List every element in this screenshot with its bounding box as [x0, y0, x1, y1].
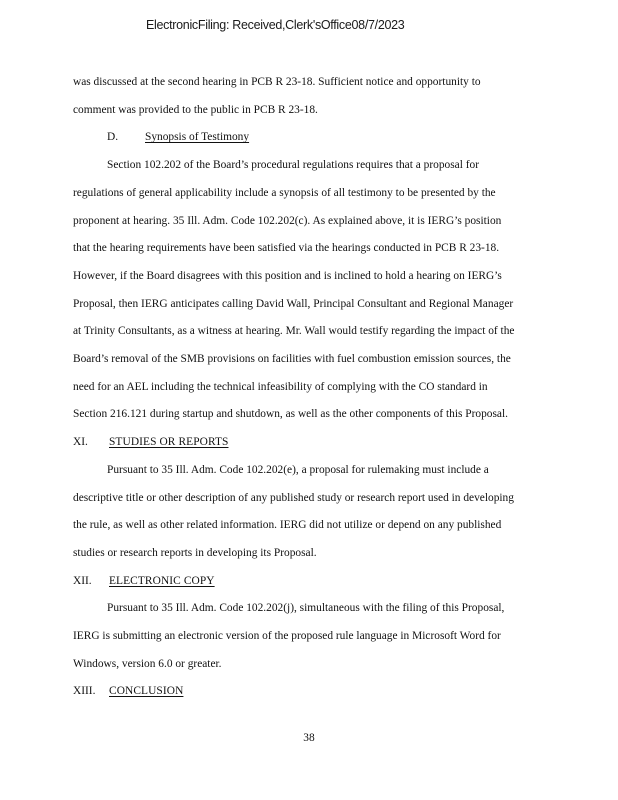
filing-stamp: ElectronicFiling: Received,Clerk'sOffice08/7/2023	[146, 18, 405, 32]
section-xi-number: XI.	[73, 436, 88, 449]
paragraph-line: Windows, version 6.0 or greater.	[73, 657, 222, 670]
paragraph-line: was discussed at the second hearing in PCB R 23-18. Sufficient notice and opportunity to	[73, 76, 481, 88]
paragraph-line: Section 102.202 of the Board’s procedural regulations requires that a proposal for	[107, 159, 479, 172]
paragraph-line: IERG is submitting an electronic version of the proposed rule language in Microsoft Word for	[73, 630, 501, 643]
paragraph-line: regulations of general applicability include a synopsis of all testimony to be presented by the	[73, 186, 496, 199]
paragraph-line: at Trinity Consultants, as a witness at hearing. Mr. Wall would testify regarding the impact of the	[73, 325, 515, 338]
document-body	[73, 69, 553, 706]
paragraph-line: Section 216.121 during startup and shutdown, as well as the other components of this Proposal.	[73, 408, 509, 421]
section-xi-heading	[73, 429, 553, 457]
paragraph-line: the rule, as well as other related information. IERG did not utilize or depend on any published	[73, 519, 502, 532]
section-xii-heading	[73, 568, 553, 596]
page-number: 38	[303, 732, 315, 744]
paragraph-line: Board’s removal of the SMB provisions on facilities with fuel combustion emission sources, the	[73, 353, 511, 366]
section-d-title: Synopsis of Testimony	[145, 131, 250, 144]
paragraph-line: Pursuant to 35 Ill. Adm. Code 102.202(e), a proposal for rulemaking must include a	[107, 463, 489, 476]
paragraph-line: proponent at hearing. 35 Ill. Adm. Code 102.202(c). As explained above, it is IERG’s position	[73, 214, 502, 227]
paragraph-line: Proposal, then IERG anticipates calling David Wall, Principal Consultant and Regional Manager	[73, 297, 514, 310]
paragraph-line: comment was provided to the public in PCB R 23-18.	[73, 103, 318, 116]
section-d-heading	[73, 124, 553, 152]
section-xiii-heading	[73, 678, 553, 706]
paragraph-line: that the hearing requirements have been satisfied via the hearings conducted in PCB R 23-18.	[73, 242, 500, 255]
paragraph-line: descriptive title or other description of any published study or research report used in developing	[73, 491, 514, 504]
section-d-number: D.	[107, 131, 119, 144]
section-xiii-title: CONCLUSION	[109, 685, 184, 698]
section-xii-title: ELECTRONIC COPY	[109, 574, 215, 587]
paragraph-line: However, if the Board disagrees with this position and is inclined to hold a hearing on IERG’s	[73, 269, 502, 282]
paragraph-line: Pursuant to 35 Ill. Adm. Code 102.202(j), simultaneous with the filing of this Proposal,	[107, 602, 505, 615]
paragraph-line: need for an AEL including the technical infeasibility of complying with the CO standard in	[73, 380, 488, 393]
section-xii-number: XII.	[73, 574, 92, 587]
paragraph-line: studies or research reports in developing its Proposal.	[73, 546, 317, 559]
section-xi-title: STUDIES OR REPORTS	[109, 436, 229, 449]
section-xiii-number: XIII.	[73, 685, 96, 698]
